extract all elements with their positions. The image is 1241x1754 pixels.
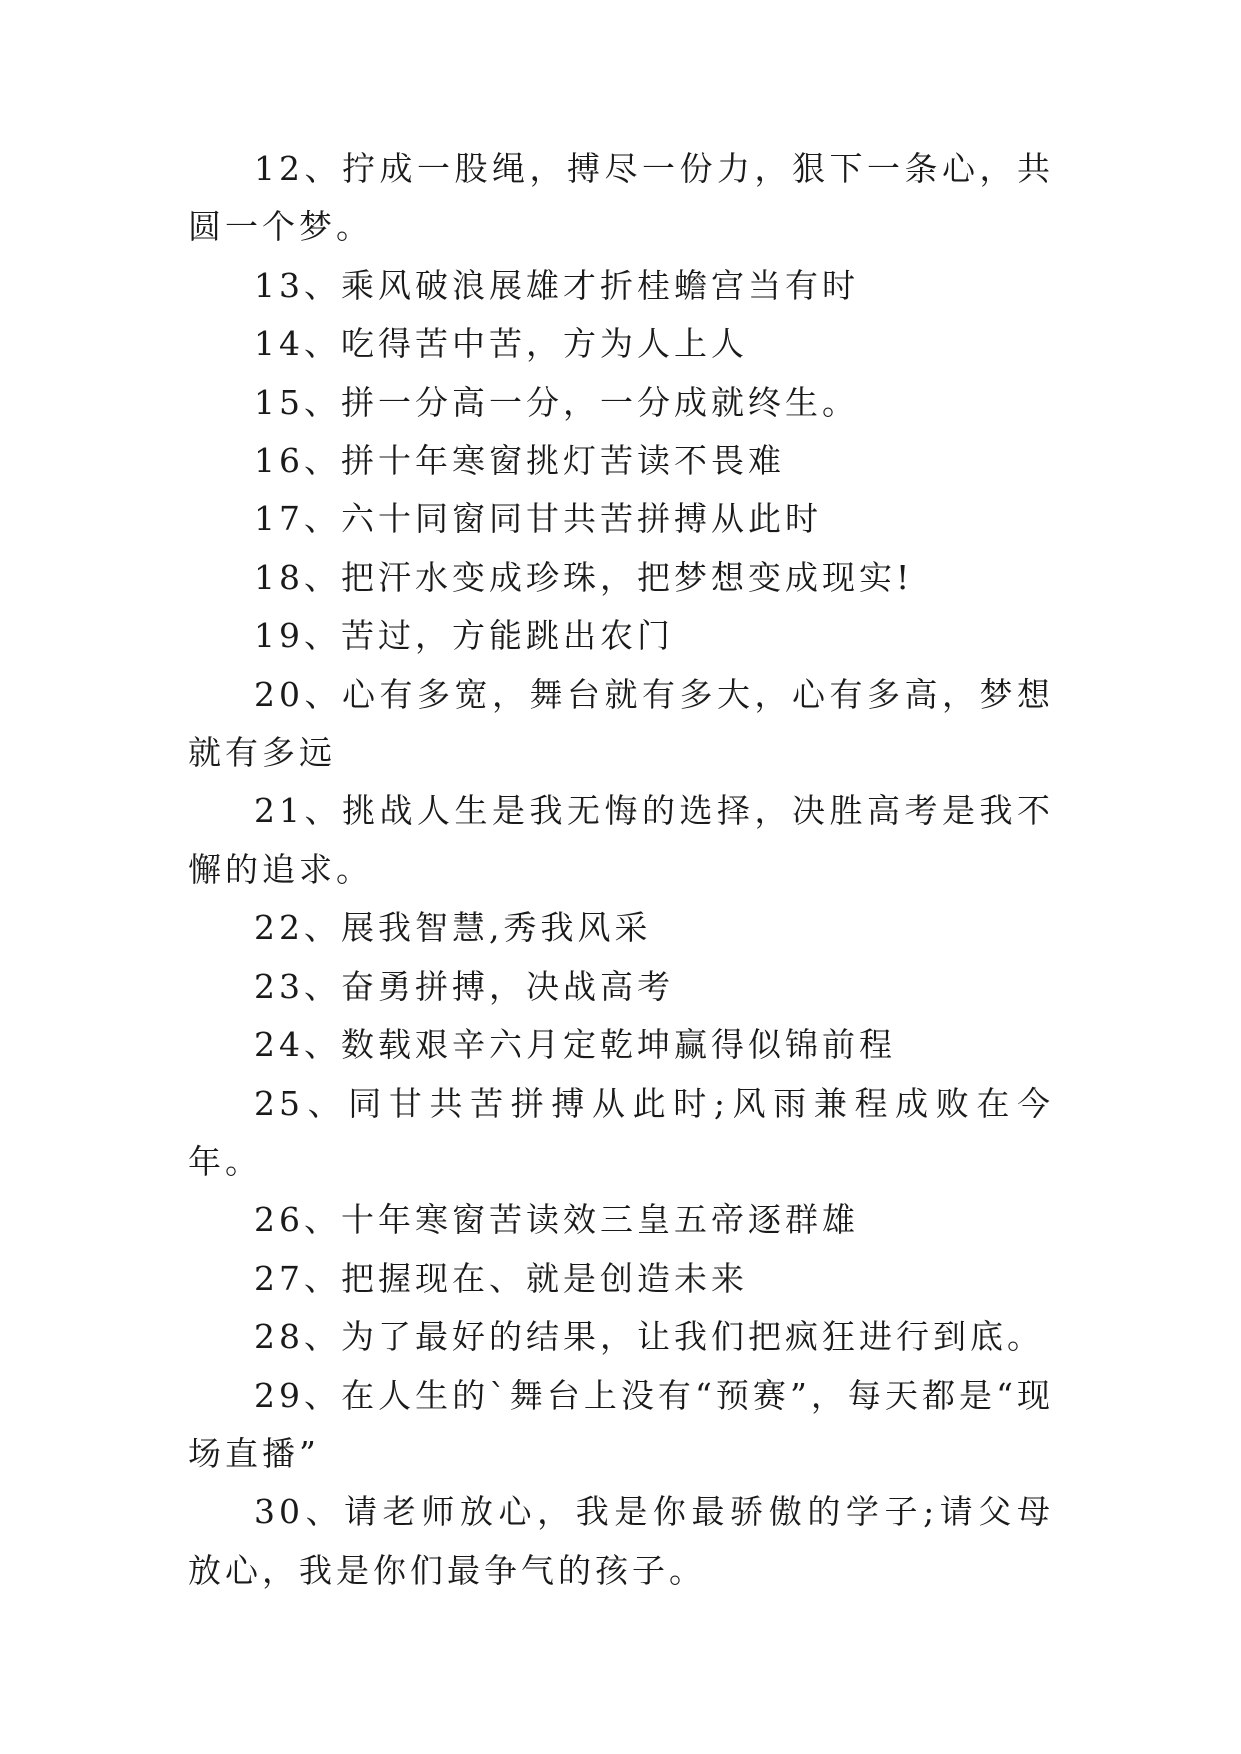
list-item: 17、六十同窗同甘共苦拼搏从此时 [254,499,822,539]
list-item: 24、数载艰辛六月定乾坤赢得似锦前程 [254,1025,896,1065]
list-item: 12、拧成一股绳，搏尽一份力，狠下一条心，共圆一个梦。 [188,149,1054,247]
list-item: 22、展我智慧,秀我风采 [254,908,652,948]
list-item: 16、拼十年寒窗挑灯苦读不畏难 [254,441,785,481]
list-item: 28、为了最好的结果，让我们把疯狂进行到底。 [254,1317,1044,1357]
list-item: 19、苦过，方能跳出农门 [254,616,674,656]
list-item: 27、把握现在、就是创造未来 [254,1258,748,1298]
list-item: 15、拼一分高一分，一分成就终生。 [254,382,859,422]
list-item: 25、同甘共苦拼搏从此时;风雨兼程成败在今年。 [188,1083,1054,1181]
list-item: 14、吃得苦中苦，方为人上人 [254,324,748,364]
list-item: 29、在人生的`舞台上没有“预赛”，每天都是“现场直播” [188,1375,1054,1473]
list-item: 21、挑战人生是我无悔的选择，决胜高考是我不懈的追求。 [188,791,1054,889]
document-body [188,140,1054,1600]
list-item: 26、十年寒窗苦读效三皇五帝逐群雄 [254,1200,859,1240]
list-item: 20、心有多宽，舞台就有多大，心有多高，梦想就有多远 [188,674,1054,773]
list-item: 23、奋勇拼搏，决战高考 [254,966,674,1006]
list-item: 30、请老师放心，我是你最骄傲的学子;请父母放心，我是你们最争气的孩子。 [188,1492,1054,1590]
list-item: 13、乘风破浪展雄才折桂蟾宫当有时 [254,265,859,305]
list-item: 18、把汗水变成珍珠，把梦想变成现实! [254,557,914,597]
